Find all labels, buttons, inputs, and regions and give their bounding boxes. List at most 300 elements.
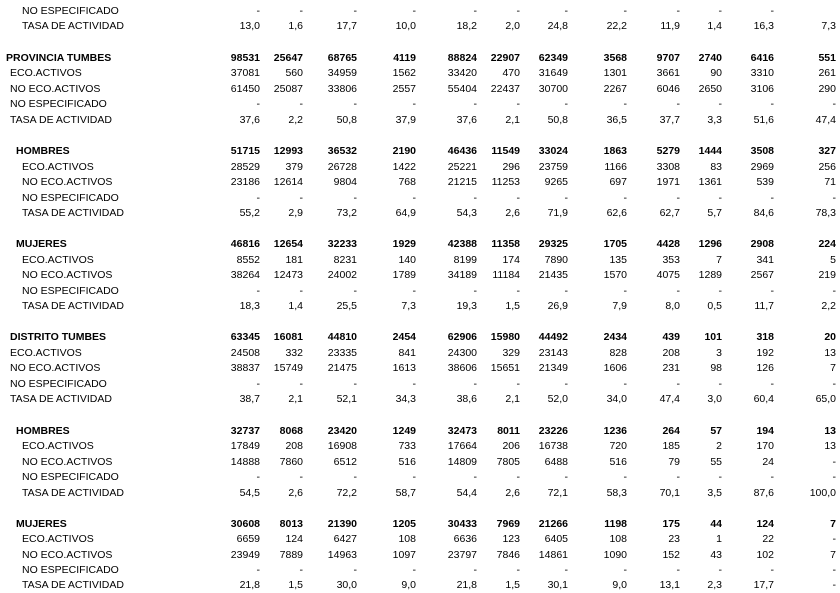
table-cell: 18,3 — [239, 300, 260, 312]
table-cell: 1296 — [698, 238, 722, 250]
table-cell: 63345 — [230, 331, 260, 343]
table-cell: 23949 — [230, 549, 260, 561]
table-cell: - — [676, 192, 680, 204]
table-cell: 1198 — [604, 518, 627, 530]
table-cell: 100,0 — [809, 487, 836, 499]
table-row — [0, 548, 840, 563]
table-cell: 51,6 — [753, 114, 774, 126]
table-cell: - — [564, 378, 568, 390]
table-cell: 9707 — [656, 52, 680, 64]
table-cell: 3,5 — [707, 487, 722, 499]
table-cell: - — [256, 378, 260, 390]
table-cell: - — [676, 285, 680, 297]
table-cell: 5,7 — [707, 207, 722, 219]
row-label: NO ESPECIFICADO — [10, 98, 107, 110]
table-cell: 8199 — [453, 254, 477, 266]
table-cell: 2,6 — [505, 207, 520, 219]
table-cell: 1289 — [698, 269, 722, 281]
table-cell: 8068 — [279, 425, 303, 437]
table-cell: 7,3 — [401, 300, 416, 312]
table-cell: 2 — [716, 440, 722, 452]
table-cell: 2,3 — [707, 579, 722, 591]
table-row — [0, 66, 840, 81]
table-cell: 11358 — [491, 238, 520, 250]
table-cell: 108 — [609, 533, 627, 545]
table-cell: 124 — [756, 518, 774, 530]
table-cell: 57 — [710, 425, 722, 437]
table-cell: 2,0 — [505, 20, 520, 32]
table-cell: 102 — [756, 549, 774, 561]
table-cell: 23335 — [327, 347, 357, 359]
table-row — [0, 486, 840, 501]
table-cell: 47,4 — [815, 114, 836, 126]
table-cell: 34,0 — [606, 393, 627, 405]
table-cell: 8011 — [497, 425, 520, 437]
table-cell: 68765 — [327, 52, 357, 64]
table-cell: 1,4 — [707, 20, 722, 32]
table-cell: 15980 — [490, 331, 520, 343]
table-cell: 36532 — [327, 145, 357, 157]
row-label: NO ESPECIFICADO — [22, 285, 119, 297]
table-cell: 34,3 — [395, 393, 416, 405]
table-cell: 0,5 — [707, 300, 722, 312]
table-cell: 1249 — [392, 425, 416, 437]
table-row — [0, 19, 840, 34]
table-cell: - — [718, 5, 722, 17]
table-cell: 17849 — [230, 440, 260, 452]
table-cell: 32737 — [230, 425, 260, 437]
table-row — [0, 563, 840, 578]
table-cell: 73,2 — [336, 207, 357, 219]
table-cell: 37,9 — [395, 114, 416, 126]
row-label: NO ESPECIFICADO — [22, 564, 119, 576]
table-cell: 17,7 — [753, 579, 774, 591]
table-cell: - — [832, 98, 836, 110]
table-cell: - — [473, 5, 477, 17]
table-cell: 84,6 — [753, 207, 774, 219]
table-cell: 3,3 — [707, 114, 722, 126]
row-label: HOMBRES — [16, 425, 70, 437]
table-cell: 126 — [756, 362, 774, 374]
table-cell: 21390 — [327, 518, 357, 530]
table-cell: 7 — [830, 549, 836, 561]
table-cell: 1562 — [392, 67, 416, 79]
table-cell: 5 — [830, 254, 836, 266]
table-cell: - — [676, 5, 680, 17]
table-cell: - — [832, 579, 836, 591]
table-cell: 25087 — [273, 83, 303, 95]
table-cell: 32233 — [327, 238, 357, 250]
table-cell: - — [718, 285, 722, 297]
table-row — [0, 346, 840, 361]
table-cell: - — [473, 564, 477, 576]
table-cell: 88824 — [447, 52, 477, 64]
table-cell: 21215 — [447, 176, 477, 188]
table-cell: - — [676, 564, 680, 576]
table-cell: - — [412, 192, 416, 204]
table-cell: 61450 — [230, 83, 260, 95]
table-cell: 108 — [398, 533, 416, 545]
table-cell: - — [256, 285, 260, 297]
row-label: HOMBRES — [16, 145, 70, 157]
row-label: MUJERES — [16, 518, 67, 530]
table-cell: 46816 — [230, 238, 260, 250]
table-cell: 841 — [398, 347, 416, 359]
table-cell: 3106 — [750, 83, 774, 95]
table-cell: 52,0 — [547, 393, 568, 405]
table-cell: 1705 — [603, 238, 627, 250]
table-cell: 1,6 — [288, 20, 303, 32]
table-cell: 2650 — [698, 83, 722, 95]
table-cell: - — [256, 98, 260, 110]
table-cell: 3508 — [750, 145, 774, 157]
table-cell: 14963 — [327, 549, 357, 561]
row-label: DISTRITO TUMBES — [10, 331, 107, 343]
table-cell: 54,5 — [239, 487, 260, 499]
table-cell: 7890 — [544, 254, 568, 266]
table-cell: 12473 — [273, 269, 303, 281]
table-cell: 25221 — [447, 161, 477, 173]
table-cell: 152 — [662, 549, 680, 561]
table-cell: 16908 — [327, 440, 357, 452]
table-cell: 23420 — [327, 425, 357, 437]
table-cell: 22,2 — [606, 20, 627, 32]
table-cell: - — [412, 378, 416, 390]
table-cell: 26728 — [327, 161, 357, 173]
table-cell: 1 — [716, 533, 722, 545]
table-cell: 1236 — [603, 425, 627, 437]
table-cell: 208 — [662, 347, 680, 359]
table-cell: - — [299, 471, 303, 483]
table-cell: - — [770, 98, 774, 110]
table-cell: 1361 — [698, 176, 722, 188]
table-cell: 51715 — [230, 145, 260, 157]
table-row — [0, 578, 840, 593]
table-cell: - — [623, 285, 627, 297]
table-cell: 2,1 — [505, 393, 520, 405]
table-cell: 219 — [818, 269, 836, 281]
table-cell: 58,3 — [606, 487, 627, 499]
table-cell: 62,6 — [606, 207, 627, 219]
table-cell: - — [832, 192, 836, 204]
table-cell: 21,8 — [239, 579, 260, 591]
table-cell: 208 — [285, 440, 303, 452]
table-cell: 140 — [398, 254, 416, 266]
table-cell: 23797 — [447, 549, 477, 561]
row-label: TASA DE ACTIVIDAD — [22, 579, 124, 591]
row-label: TASA DE ACTIVIDAD — [10, 393, 112, 405]
table-cell: 37,6 — [456, 114, 477, 126]
table-cell: 9,0 — [401, 579, 416, 591]
table-cell: 8,0 — [665, 300, 680, 312]
row-label: NO ECO.ACTIVOS — [22, 176, 113, 188]
table-cell: 341 — [756, 254, 774, 266]
table-cell: 2,1 — [288, 393, 303, 405]
table-cell: 30608 — [230, 518, 260, 530]
table-cell: 206 — [502, 440, 520, 452]
table-cell: 30433 — [447, 518, 477, 530]
table-cell: 6416 — [750, 52, 774, 64]
table-cell: 560 — [285, 67, 303, 79]
table-cell: 3,0 — [707, 393, 722, 405]
table-row — [0, 144, 840, 159]
table-cell: 13 — [824, 347, 836, 359]
table-cell: 123 — [502, 533, 520, 545]
table-cell: 4075 — [656, 269, 680, 281]
table-cell: 290 — [818, 83, 836, 95]
table-cell: 1090 — [603, 549, 627, 561]
table-cell: 24508 — [230, 347, 260, 359]
table-cell: 13,0 — [239, 20, 260, 32]
table-cell: - — [516, 285, 520, 297]
row-label: ECO.ACTIVOS — [10, 347, 82, 359]
table-cell: 50,8 — [547, 114, 568, 126]
table-cell: 54,4 — [456, 487, 477, 499]
table-cell: 7805 — [496, 456, 520, 468]
table-cell: 38837 — [230, 362, 260, 374]
table-cell: 22437 — [490, 83, 520, 95]
table-cell: 14809 — [447, 456, 477, 468]
table-cell: 26,9 — [547, 300, 568, 312]
table-cell: 7,3 — [821, 20, 836, 32]
table-cell: - — [516, 378, 520, 390]
table-cell: 37,6 — [239, 114, 260, 126]
table-cell: 87,6 — [753, 487, 774, 499]
table-cell: 9804 — [333, 176, 357, 188]
table-cell: 353 — [662, 254, 680, 266]
table-row — [0, 175, 840, 190]
table-cell: 768 — [398, 176, 416, 188]
table-cell: - — [623, 378, 627, 390]
table-row — [0, 455, 840, 470]
table-cell: 20 — [824, 331, 836, 343]
table-cell: - — [770, 192, 774, 204]
table-cell: 37081 — [230, 67, 260, 79]
table-cell: 2,6 — [288, 487, 303, 499]
table-cell: 37,7 — [659, 114, 680, 126]
table-cell: - — [299, 285, 303, 297]
table-cell: 470 — [502, 67, 520, 79]
table-cell: 72,1 — [547, 487, 568, 499]
table-cell: 1166 — [604, 161, 627, 173]
table-cell: 62906 — [447, 331, 477, 343]
table-row — [0, 517, 840, 532]
table-cell: 2,6 — [505, 487, 520, 499]
table-cell: 261 — [818, 67, 836, 79]
table-cell: 7 — [830, 362, 836, 374]
table-cell: 3568 — [603, 52, 627, 64]
row-label: NO ECO.ACTIVOS — [10, 362, 101, 374]
table-row — [0, 532, 840, 547]
table-cell: 2,1 — [505, 114, 520, 126]
table-cell: 25,5 — [336, 300, 357, 312]
table-cell: 21349 — [538, 362, 568, 374]
table-cell: 329 — [502, 347, 520, 359]
table-cell: 50,8 — [336, 114, 357, 126]
table-cell: 38,7 — [239, 393, 260, 405]
table-cell: 327 — [818, 145, 836, 157]
table-cell: - — [256, 5, 260, 17]
table-cell: 174 — [502, 254, 520, 266]
table-cell: - — [564, 564, 568, 576]
table-cell: 3 — [716, 347, 722, 359]
row-label: ECO.ACTIVOS — [22, 254, 94, 266]
table-cell: - — [770, 285, 774, 297]
table-cell: 296 — [502, 161, 520, 173]
table-cell: 70,1 — [659, 487, 680, 499]
table-cell: 101 — [704, 331, 722, 343]
table-cell: 7 — [830, 518, 836, 530]
table-cell: 2740 — [698, 52, 722, 64]
table-cell: 16,3 — [753, 20, 774, 32]
table-cell: 1422 — [392, 161, 416, 173]
table-cell: 38264 — [230, 269, 260, 281]
row-label: TASA DE ACTIVIDAD — [22, 487, 124, 499]
table-row — [0, 4, 840, 19]
table-cell: 24300 — [447, 347, 477, 359]
row-label: ECO.ACTIVOS — [10, 67, 82, 79]
table-cell: - — [353, 5, 357, 17]
table-cell: - — [832, 533, 836, 545]
table-cell: 52,1 — [336, 393, 357, 405]
row-label: ECO.ACTIVOS — [22, 440, 94, 452]
table-cell: - — [353, 192, 357, 204]
table-cell: 1205 — [392, 518, 416, 530]
table-cell: 23226 — [538, 425, 568, 437]
table-cell: 44810 — [327, 331, 357, 343]
table-row — [0, 424, 840, 439]
table-cell: - — [770, 378, 774, 390]
table-cell: 30,1 — [547, 579, 568, 591]
table-cell: - — [412, 471, 416, 483]
table-cell: 1097 — [392, 549, 416, 561]
table-cell: 55404 — [447, 83, 477, 95]
table-cell: 54,3 — [456, 207, 477, 219]
table-cell: 379 — [285, 161, 303, 173]
table-cell: 1,5 — [288, 579, 303, 591]
table-cell: 16081 — [273, 331, 303, 343]
table-cell: - — [412, 5, 416, 17]
table-cell: 7860 — [279, 456, 303, 468]
table-cell: - — [516, 192, 520, 204]
table-cell: 55 — [710, 456, 722, 468]
table-cell: 24 — [762, 456, 774, 468]
table-cell: 19,3 — [456, 300, 477, 312]
table-cell: 439 — [662, 331, 680, 343]
table-cell: 1,4 — [288, 300, 303, 312]
table-cell: - — [564, 5, 568, 17]
table-cell: - — [623, 564, 627, 576]
table-cell: - — [718, 471, 722, 483]
table-cell: 11184 — [492, 269, 520, 281]
row-label: TASA DE ACTIVIDAD — [22, 20, 124, 32]
table-cell: 2908 — [750, 238, 774, 250]
table-cell: 65,0 — [815, 393, 836, 405]
table-cell: 1,5 — [505, 579, 520, 591]
table-cell: - — [832, 564, 836, 576]
row-label: NO ECO.ACTIVOS — [22, 456, 113, 468]
table-cell: 14861 — [538, 549, 568, 561]
table-cell: 192 — [756, 347, 774, 359]
table-cell: - — [516, 471, 520, 483]
table-cell: - — [832, 456, 836, 468]
table-cell: 17664 — [447, 440, 477, 452]
table-cell: - — [623, 471, 627, 483]
table-cell: 6488 — [544, 456, 568, 468]
table-cell: - — [564, 285, 568, 297]
table-cell: - — [832, 285, 836, 297]
table-cell: 16738 — [538, 440, 568, 452]
table-cell: 36,5 — [606, 114, 627, 126]
row-label: ECO.ACTIVOS — [22, 533, 94, 545]
table-cell: 13 — [824, 440, 836, 452]
row-label: TASA DE ACTIVIDAD — [10, 114, 112, 126]
row-label: NO ECO.ACTIVOS — [10, 83, 101, 95]
table-cell: 6636 — [453, 533, 477, 545]
table-row — [0, 284, 840, 299]
table-row — [0, 191, 840, 206]
table-cell: 4428 — [656, 238, 680, 250]
table-row — [0, 237, 840, 252]
table-cell: 31649 — [538, 67, 568, 79]
table-cell: 47,4 — [659, 393, 680, 405]
table-cell: 516 — [609, 456, 627, 468]
table-cell: - — [412, 285, 416, 297]
table-cell: - — [564, 192, 568, 204]
row-label: NO ESPECIFICADO — [22, 5, 119, 17]
table-cell: 170 — [756, 440, 774, 452]
row-label: ECO.ACTIVOS — [22, 161, 94, 173]
table-cell: 21266 — [538, 518, 568, 530]
table-cell: 28529 — [230, 161, 260, 173]
row-label: PROVINCIA TUMBES — [6, 52, 112, 64]
table-cell: 194 — [756, 425, 774, 437]
table-cell: 1929 — [392, 238, 416, 250]
table-cell: 1613 — [392, 362, 416, 374]
table-cell: 55,2 — [239, 207, 260, 219]
table-cell: 2267 — [603, 83, 627, 95]
table-cell: 12993 — [273, 145, 303, 157]
table-cell: 18,2 — [456, 20, 477, 32]
table-cell: 4119 — [393, 52, 416, 64]
table-cell: 64,9 — [395, 207, 416, 219]
table-cell: 175 — [662, 518, 680, 530]
table-cell: 90 — [710, 67, 722, 79]
table-cell: 24,8 — [547, 20, 568, 32]
table-cell: 24002 — [327, 269, 357, 281]
table-cell: 1570 — [603, 269, 627, 281]
table-cell: 38606 — [447, 362, 477, 374]
table-cell: - — [299, 192, 303, 204]
table-cell: 11253 — [491, 176, 520, 188]
table-cell: - — [353, 471, 357, 483]
table-cell: 15651 — [490, 362, 520, 374]
table-cell: 181 — [285, 254, 303, 266]
table-cell: 1863 — [603, 145, 627, 157]
row-label: MUJERES — [16, 238, 67, 250]
table-cell: 46436 — [447, 145, 477, 157]
table-row — [0, 268, 840, 283]
table-row — [0, 361, 840, 376]
table-cell: 2,2 — [288, 114, 303, 126]
table-cell: 34959 — [327, 67, 357, 79]
table-cell: - — [718, 378, 722, 390]
table-row — [0, 97, 840, 112]
table-cell: 6512 — [333, 456, 357, 468]
table-cell: - — [718, 98, 722, 110]
table-cell: 23143 — [538, 347, 568, 359]
table-cell: 72,2 — [336, 487, 357, 499]
